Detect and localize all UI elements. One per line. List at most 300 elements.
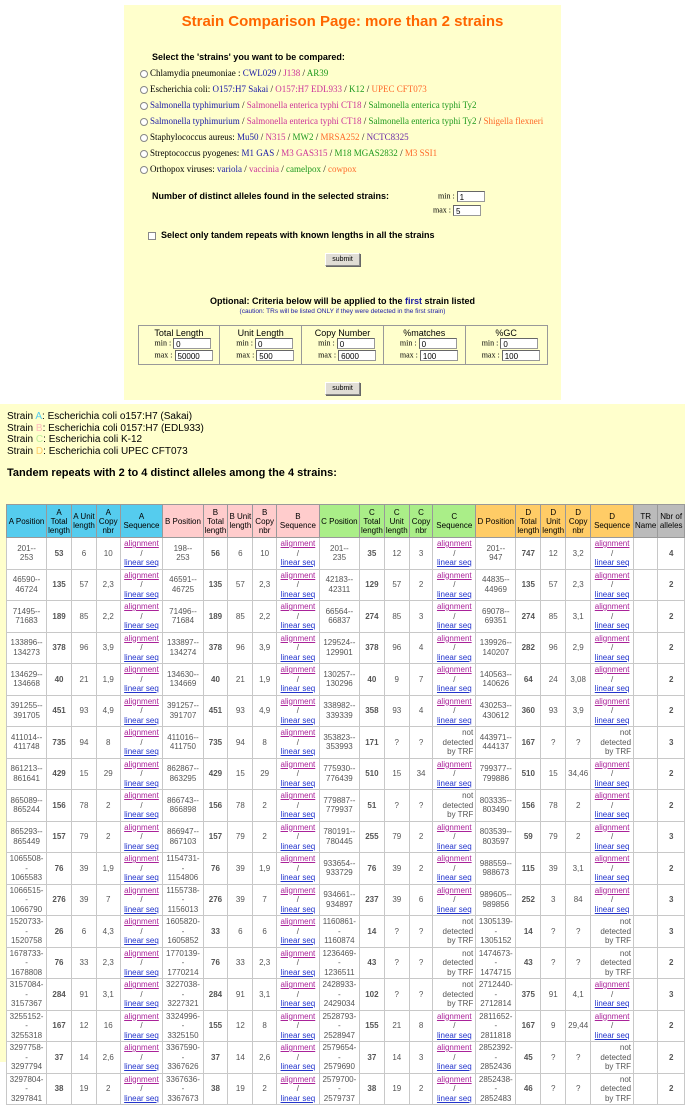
sequence-cell bbox=[276, 569, 319, 601]
alignment-link[interactable]: alignment bbox=[280, 1043, 316, 1052]
position-cell bbox=[476, 884, 516, 916]
column-header[interactable]: B Position bbox=[163, 505, 203, 538]
alignment-link[interactable]: alignment bbox=[124, 980, 159, 989]
linear-seq-link[interactable]: linear seq bbox=[594, 589, 630, 599]
strain-name: Mu50 bbox=[236, 132, 259, 142]
not-detected-text: not bbox=[462, 917, 474, 926]
alignment-link[interactable]: alignment bbox=[124, 696, 159, 706]
linear-seq-link[interactable]: linear seq bbox=[124, 810, 159, 819]
linear-seq-link[interactable]: linear seq bbox=[124, 715, 159, 725]
position-start: 46591-- bbox=[169, 575, 197, 585]
radio-button[interactable] bbox=[140, 166, 148, 174]
linear-seq-link[interactable]: linear seq bbox=[594, 904, 630, 914]
link-separator: / bbox=[610, 989, 614, 999]
copy-number-cell: 2 bbox=[566, 790, 591, 822]
linear-seq-link[interactable]: linear seq bbox=[436, 558, 472, 567]
strain-group-option[interactable] bbox=[140, 145, 561, 161]
total-length-cell: 237 bbox=[359, 884, 384, 916]
link-separator: / bbox=[296, 863, 299, 873]
sequence-cell bbox=[276, 538, 319, 570]
strain-group-option[interactable] bbox=[140, 129, 561, 145]
linear-seq-link[interactable]: linear seq bbox=[280, 967, 316, 977]
position-start: 201-- bbox=[330, 543, 349, 553]
position-start: 861213-- bbox=[10, 764, 43, 774]
alignment-link[interactable]: alignment bbox=[124, 885, 159, 895]
alignment-link[interactable]: alignment bbox=[594, 980, 630, 989]
alignment-link[interactable]: alignment bbox=[436, 665, 472, 674]
alignment-link[interactable]: alignment bbox=[594, 602, 630, 611]
alignment-link[interactable]: alignment bbox=[594, 885, 630, 895]
criteria-max-input[interactable]: 500 bbox=[256, 350, 294, 361]
alignment-link[interactable]: alignment bbox=[124, 602, 159, 611]
position-cell bbox=[476, 664, 516, 696]
alignment-link[interactable]: alignment bbox=[280, 980, 316, 989]
alignment-link[interactable]: alignment bbox=[436, 602, 472, 611]
radio-button[interactable] bbox=[140, 86, 148, 94]
column-header[interactable]: A Copy nbr bbox=[96, 505, 120, 538]
alignment-link[interactable]: alignment bbox=[594, 759, 630, 769]
alignment-link[interactable]: alignment bbox=[280, 633, 316, 643]
linear-seq-link[interactable]: linear seq bbox=[594, 684, 630, 693]
position-start: 134629-- bbox=[10, 669, 43, 679]
copy-number-cell: 3,1 bbox=[253, 979, 277, 1011]
alignment-link[interactable]: alignment bbox=[594, 570, 630, 580]
position-cell bbox=[476, 727, 516, 759]
position-start: 1305139-- bbox=[478, 917, 513, 936]
linear-seq-link[interactable]: linear seq bbox=[124, 1030, 159, 1040]
strain-group-option[interactable] bbox=[140, 65, 561, 81]
unit-length-cell: 91 bbox=[541, 979, 566, 1011]
alignment-link[interactable]: alignment bbox=[436, 759, 472, 769]
linear-seq-link[interactable]: linear seq bbox=[280, 778, 316, 788]
linear-seq-link[interactable]: linear seq bbox=[280, 999, 316, 1008]
column-header[interactable]: B Total length bbox=[203, 505, 228, 538]
not-detected-text: by TRF bbox=[604, 967, 632, 977]
unit-length-cell: 39 bbox=[228, 853, 253, 885]
copy-number-cell: 4,1 bbox=[566, 979, 591, 1011]
position-end: 947 bbox=[489, 553, 503, 563]
linear-seq-link[interactable]: linear seq bbox=[436, 873, 472, 882]
position-start: 338982-- bbox=[323, 701, 356, 711]
unit-length-cell: 15 bbox=[228, 758, 253, 790]
allele-count-cell: 2 bbox=[658, 632, 685, 664]
linear-seq-link[interactable]: linear seq bbox=[594, 810, 630, 819]
strain-group-option[interactable] bbox=[140, 113, 561, 129]
alignment-link[interactable]: alignment bbox=[280, 822, 316, 832]
linear-seq-link[interactable]: linear seq bbox=[280, 1062, 316, 1071]
sequence-cell bbox=[120, 632, 163, 664]
linear-seq-link[interactable]: linear seq bbox=[124, 1093, 159, 1103]
strain-name: M3 GAS315 bbox=[281, 148, 328, 158]
column-header[interactable]: C Sequence bbox=[433, 505, 476, 538]
alignment-link[interactable]: alignment bbox=[594, 665, 630, 674]
unit-length-cell: 6 bbox=[72, 916, 97, 948]
criteria-submit-button[interactable]: submit bbox=[325, 382, 360, 395]
alignment-link[interactable]: alignment bbox=[594, 633, 630, 643]
linear-seq-link[interactable]: linear seq bbox=[594, 621, 630, 630]
linear-seq-link[interactable]: linear seq bbox=[124, 936, 159, 945]
linear-seq-link[interactable]: linear seq bbox=[280, 589, 316, 599]
unit-length-cell: 57 bbox=[228, 569, 253, 601]
copy-number-cell: ? bbox=[566, 727, 591, 759]
alignment-link[interactable]: alignment bbox=[124, 665, 159, 674]
linear-seq-link[interactable]: linear seq bbox=[436, 1062, 472, 1071]
column-header[interactable]: D Copy nbr bbox=[566, 505, 591, 538]
strain-group-option[interactable] bbox=[140, 97, 561, 113]
linear-seq-link[interactable]: linear seq bbox=[280, 715, 316, 725]
alignment-link[interactable]: alignment bbox=[280, 539, 316, 548]
column-header[interactable]: D Position bbox=[476, 505, 516, 538]
linear-seq-link[interactable]: linear seq bbox=[124, 652, 159, 662]
unit-length-cell: 85 bbox=[541, 601, 566, 633]
alignment-link[interactable]: alignment bbox=[280, 854, 316, 863]
sequence-cell bbox=[276, 632, 319, 664]
strain-group-option[interactable] bbox=[140, 161, 561, 177]
linear-seq-link[interactable]: linear seq bbox=[280, 747, 316, 756]
min-label: min : bbox=[154, 338, 174, 348]
alignment-link[interactable]: alignment bbox=[594, 854, 630, 863]
linear-seq-link[interactable]: linear seq bbox=[280, 841, 316, 851]
linear-seq-link[interactable]: linear seq bbox=[124, 747, 159, 756]
linear-seq-link[interactable]: linear seq bbox=[436, 778, 472, 788]
radio-button[interactable] bbox=[140, 118, 148, 126]
linear-seq-link[interactable]: linear seq bbox=[280, 1093, 316, 1103]
link-separator: / bbox=[296, 643, 299, 652]
alignment-link[interactable]: alignment bbox=[436, 539, 472, 548]
position-end: 865244 bbox=[13, 805, 40, 815]
alignment-link[interactable]: alignment bbox=[436, 696, 472, 706]
min-label: min : bbox=[399, 338, 419, 348]
unit-length-cell: 39 bbox=[384, 884, 409, 916]
linear-seq-link[interactable]: linear seq bbox=[124, 904, 159, 914]
linear-seq-link[interactable]: linear seq bbox=[124, 621, 159, 630]
position-cell bbox=[7, 569, 47, 601]
alignment-link[interactable]: alignment bbox=[280, 696, 316, 706]
alignment-link[interactable]: alignment bbox=[436, 854, 472, 863]
position-start: 803335-- bbox=[479, 795, 512, 805]
linear-seq-link[interactable]: linear seq bbox=[594, 715, 630, 725]
criteria-min-input[interactable]: 0 bbox=[173, 338, 211, 349]
column-header[interactable]: D Unit length bbox=[541, 505, 566, 538]
alignment-link[interactable]: alignment bbox=[594, 696, 630, 706]
criteria-max-input[interactable]: 50000 bbox=[175, 350, 213, 361]
linear-seq-link[interactable]: linear seq bbox=[124, 999, 159, 1008]
sequence-cell bbox=[591, 853, 634, 885]
criteria-min-input[interactable]: 0 bbox=[419, 338, 457, 349]
unit-length-cell: 33 bbox=[72, 947, 97, 979]
linear-seq-link[interactable]: linear seq bbox=[436, 904, 472, 914]
position-end: 46725 bbox=[171, 584, 195, 594]
radio-button[interactable] bbox=[140, 150, 148, 158]
alignment-link[interactable]: alignment bbox=[124, 633, 159, 643]
table-row bbox=[7, 664, 685, 696]
sequence-cell bbox=[276, 884, 319, 916]
linear-seq-link[interactable]: linear seq bbox=[594, 873, 630, 882]
linear-seq-link[interactable]: linear seq bbox=[594, 999, 630, 1008]
position-cell bbox=[476, 695, 516, 727]
linear-seq-link[interactable]: linear seq bbox=[124, 1062, 159, 1071]
alignment-link[interactable]: alignment bbox=[280, 885, 316, 895]
criteria-max-input[interactable]: 6000 bbox=[338, 350, 376, 361]
linear-seq-link[interactable]: linear seq bbox=[280, 684, 316, 693]
position-end: 988673 bbox=[482, 868, 510, 878]
sequence-cell bbox=[276, 727, 319, 759]
sequence-cell bbox=[120, 664, 163, 696]
submit-button[interactable]: submit bbox=[325, 253, 360, 266]
linear-seq-link[interactable]: linear seq bbox=[124, 967, 159, 977]
total-length-cell: 157 bbox=[47, 821, 72, 853]
linear-seq-link[interactable]: linear seq bbox=[594, 1030, 630, 1040]
linear-seq-link[interactable]: linear seq bbox=[436, 684, 472, 693]
linear-seq-link[interactable]: linear seq bbox=[124, 684, 159, 693]
legend-letter: D bbox=[35, 445, 44, 457]
linear-seq-link[interactable]: linear seq bbox=[436, 1030, 472, 1040]
unit-length-cell: 12 bbox=[228, 1010, 253, 1042]
optional-highlight: first bbox=[405, 296, 423, 306]
column-header[interactable]: A Unit length bbox=[72, 505, 97, 538]
sequence-cell bbox=[433, 1010, 476, 1042]
alignment-link[interactable]: alignment bbox=[280, 570, 316, 580]
alignment-link[interactable]: alignment bbox=[280, 759, 316, 769]
total-length-cell: 37 bbox=[203, 1042, 228, 1074]
sequence-cell bbox=[276, 821, 319, 853]
alleles-min-input[interactable]: 1 bbox=[457, 191, 485, 202]
not-detected-text: not bbox=[619, 948, 632, 958]
separator: / bbox=[364, 84, 372, 94]
allele-count-cell: 2 bbox=[658, 1010, 685, 1042]
linear-seq-link[interactable]: linear seq bbox=[280, 936, 316, 945]
allele-count-cell: 2 bbox=[658, 569, 685, 601]
tr-name-cell bbox=[634, 1010, 658, 1042]
sequence-cell bbox=[433, 664, 476, 696]
allele-count-cell: 2 bbox=[658, 664, 685, 696]
link-separator: / bbox=[296, 926, 299, 936]
position-end: 1066790 bbox=[10, 904, 43, 914]
position-end: 129901 bbox=[326, 647, 353, 657]
copy-number-cell: 8 bbox=[253, 1010, 277, 1042]
column-header[interactable]: B Copy nbr bbox=[253, 505, 277, 538]
column-header[interactable]: C Total length bbox=[359, 505, 384, 538]
alignment-link[interactable]: alignment bbox=[280, 948, 316, 958]
copy-number-cell: 84 bbox=[566, 884, 591, 916]
linear-seq-link[interactable]: linear seq bbox=[436, 652, 472, 662]
alignment-link[interactable]: alignment bbox=[124, 917, 159, 926]
criteria-min-input[interactable]: 0 bbox=[500, 338, 538, 349]
column-header[interactable]: A Position bbox=[7, 505, 47, 538]
total-length-cell: 282 bbox=[516, 632, 541, 664]
known-lengths-checkbox[interactable] bbox=[148, 232, 156, 240]
linear-seq-link[interactable]: linear seq bbox=[280, 1030, 316, 1040]
tr-name-cell bbox=[634, 884, 658, 916]
unit-length-cell: 78 bbox=[541, 790, 566, 822]
link-separator: / bbox=[296, 1084, 299, 1093]
linear-seq-link[interactable]: linear seq bbox=[436, 621, 472, 630]
alignment-link[interactable]: alignment bbox=[594, 539, 630, 548]
alignment-link[interactable]: alignment bbox=[436, 822, 472, 832]
unit-length-cell: 85 bbox=[228, 601, 253, 633]
radio-button[interactable] bbox=[140, 102, 148, 110]
sequence-cell bbox=[433, 727, 476, 759]
criteria-min-input[interactable]: 0 bbox=[337, 338, 375, 349]
linear-seq-link[interactable]: linear seq bbox=[280, 904, 316, 914]
position-cell bbox=[163, 695, 203, 727]
unit-length-cell: 9 bbox=[541, 1010, 566, 1042]
alignment-link[interactable]: alignment bbox=[124, 791, 159, 800]
position-end: 863295 bbox=[169, 773, 197, 783]
alleles-filter bbox=[152, 191, 561, 221]
known-lengths-option[interactable] bbox=[148, 230, 561, 240]
unit-length-cell: 57 bbox=[541, 569, 566, 601]
alignment-link[interactable]: alignment bbox=[594, 822, 630, 832]
alignment-link[interactable]: alignment bbox=[124, 759, 159, 769]
sequence-cell bbox=[276, 1042, 319, 1074]
linear-seq-link[interactable]: linear seq bbox=[280, 873, 316, 882]
unit-length-cell: ? bbox=[541, 1042, 566, 1074]
radio-button[interactable] bbox=[140, 70, 148, 78]
position-end: 66837 bbox=[328, 616, 351, 626]
linear-seq-link[interactable]: linear seq bbox=[594, 841, 630, 851]
alignment-link[interactable]: alignment bbox=[124, 539, 159, 548]
alignment-link[interactable]: alignment bbox=[280, 665, 316, 674]
unit-length-cell: ? bbox=[541, 916, 566, 948]
unit-length-cell: 96 bbox=[384, 632, 409, 664]
column-header[interactable]: C Copy nbr bbox=[409, 505, 433, 538]
linear-seq-link[interactable]: linear seq bbox=[280, 652, 316, 662]
total-length-cell: 26 bbox=[47, 916, 72, 948]
alignment-link[interactable]: alignment bbox=[280, 1074, 316, 1084]
position-start: 989605-- bbox=[479, 890, 512, 900]
linear-seq-link[interactable]: linear seq bbox=[280, 621, 316, 630]
legend-name: : Escherichia coli K-12 bbox=[43, 434, 143, 445]
alignment-link[interactable]: alignment bbox=[436, 1011, 472, 1021]
position-start: 3297804-- bbox=[9, 1074, 44, 1093]
alleles-max-input[interactable]: 5 bbox=[453, 205, 481, 216]
alignment-link[interactable]: alignment bbox=[124, 1011, 159, 1021]
position-cell bbox=[163, 1042, 203, 1074]
total-length-cell: 53 bbox=[47, 538, 72, 570]
copy-number-cell: 29 bbox=[96, 758, 120, 790]
copy-number-cell: 8 bbox=[96, 727, 120, 759]
column-header[interactable]: D Sequence bbox=[591, 505, 634, 538]
linear-seq-link[interactable]: linear seq bbox=[436, 589, 472, 599]
position-start: 133897-- bbox=[166, 638, 199, 648]
linear-seq-link[interactable]: linear seq bbox=[280, 558, 316, 567]
column-header[interactable]: C Unit length bbox=[384, 505, 409, 538]
alignment-link[interactable]: alignment bbox=[124, 854, 159, 863]
position-end: 3325150 bbox=[167, 1030, 199, 1040]
criteria-max-input[interactable]: 100 bbox=[420, 350, 458, 361]
unit-length-cell: 15 bbox=[72, 758, 97, 790]
alignment-link[interactable]: alignment bbox=[124, 570, 159, 580]
position-cell bbox=[319, 695, 359, 727]
position-end: 779937 bbox=[326, 805, 353, 815]
radio-button[interactable] bbox=[140, 134, 148, 142]
alignment-link[interactable]: alignment bbox=[124, 822, 159, 832]
unit-length-cell: 85 bbox=[72, 601, 97, 633]
column-header[interactable]: TR Name bbox=[634, 505, 658, 538]
linear-seq-link[interactable]: linear seq bbox=[124, 558, 159, 567]
alignment-link[interactable]: alignment bbox=[124, 948, 159, 958]
total-length-cell: 156 bbox=[47, 790, 72, 822]
column-header[interactable]: A Total length bbox=[47, 505, 72, 538]
position-start: 933654-- bbox=[323, 858, 356, 868]
linear-seq-link[interactable]: linear seq bbox=[594, 558, 630, 567]
column-header[interactable]: B Unit length bbox=[228, 505, 253, 538]
species-label: Chlamydia pneumoniae : bbox=[150, 68, 243, 78]
copy-number-cell: 4,9 bbox=[96, 695, 120, 727]
link-separator: / bbox=[140, 737, 143, 747]
link-separator: / bbox=[140, 580, 143, 589]
link-separator: / bbox=[140, 958, 143, 967]
position-start: 201-- bbox=[17, 543, 36, 553]
linear-seq-link[interactable]: linear seq bbox=[436, 1093, 472, 1103]
alignment-link[interactable]: alignment bbox=[436, 1043, 472, 1052]
position-end: 866898 bbox=[169, 805, 197, 815]
alignment-link[interactable]: alignment bbox=[124, 1074, 159, 1084]
criteria-min-row bbox=[388, 338, 461, 350]
alignment-link[interactable]: alignment bbox=[280, 1011, 316, 1021]
linear-seq-link[interactable]: linear seq bbox=[436, 841, 472, 851]
unit-length-cell: 3 bbox=[541, 884, 566, 916]
copy-number-cell: 2,3 bbox=[253, 569, 277, 601]
linear-seq-link[interactable]: linear seq bbox=[594, 778, 630, 788]
criteria-min-input[interactable]: 0 bbox=[255, 338, 293, 349]
total-length-cell: 276 bbox=[47, 884, 72, 916]
linear-seq-link[interactable]: linear seq bbox=[124, 841, 159, 851]
sequence-cell bbox=[591, 1010, 634, 1042]
position-end: 3367626 bbox=[167, 1062, 199, 1071]
alignment-link[interactable]: alignment bbox=[436, 570, 472, 580]
alignment-link[interactable]: alignment bbox=[280, 728, 316, 737]
alignment-link[interactable]: alignment bbox=[436, 633, 472, 643]
alignment-link[interactable]: alignment bbox=[594, 1011, 630, 1021]
alignment-link[interactable]: alignment bbox=[124, 728, 159, 737]
allele-count-cell: 2 bbox=[658, 1073, 685, 1105]
alignment-link[interactable]: alignment bbox=[280, 791, 316, 800]
total-length-cell: 451 bbox=[47, 695, 72, 727]
alignment-link[interactable]: alignment bbox=[436, 1074, 472, 1084]
strain-name: O157:H7 EDL933 bbox=[275, 84, 342, 94]
alignment-link[interactable]: alignment bbox=[280, 602, 316, 611]
column-header[interactable]: B Sequence bbox=[276, 505, 319, 538]
linear-seq-link[interactable]: linear seq bbox=[124, 589, 159, 599]
linear-seq-link[interactable]: linear seq bbox=[594, 652, 630, 662]
link-separator: / bbox=[453, 643, 456, 652]
alignment-link[interactable]: alignment bbox=[280, 917, 316, 926]
column-header[interactable]: D Total length bbox=[516, 505, 541, 538]
column-header[interactable]: Nbr of alleles bbox=[658, 505, 685, 538]
position-start: 3367590-- bbox=[166, 1043, 200, 1062]
position-cell bbox=[319, 569, 359, 601]
column-header[interactable]: C Position bbox=[319, 505, 359, 538]
tr-name-cell bbox=[634, 979, 658, 1011]
linear-seq-link[interactable]: linear seq bbox=[124, 778, 159, 788]
column-header[interactable]: A Sequence bbox=[120, 505, 163, 538]
linear-seq-link[interactable]: linear seq bbox=[124, 873, 159, 882]
linear-seq-link[interactable]: linear seq bbox=[436, 715, 472, 725]
strain-group-option[interactable] bbox=[140, 81, 561, 97]
link-separator: / bbox=[610, 580, 614, 589]
linear-seq-link[interactable]: linear seq bbox=[280, 810, 316, 819]
criteria-max-input[interactable]: 100 bbox=[502, 350, 540, 361]
position-cell bbox=[476, 790, 516, 822]
position-end: 235 bbox=[332, 553, 347, 563]
copy-number-cell: 3 bbox=[409, 601, 433, 633]
alignment-link[interactable]: alignment bbox=[124, 1043, 159, 1052]
alignment-link[interactable]: alignment bbox=[436, 885, 472, 895]
alignment-link[interactable]: alignment bbox=[594, 791, 630, 800]
unit-length-cell: 57 bbox=[384, 569, 409, 601]
